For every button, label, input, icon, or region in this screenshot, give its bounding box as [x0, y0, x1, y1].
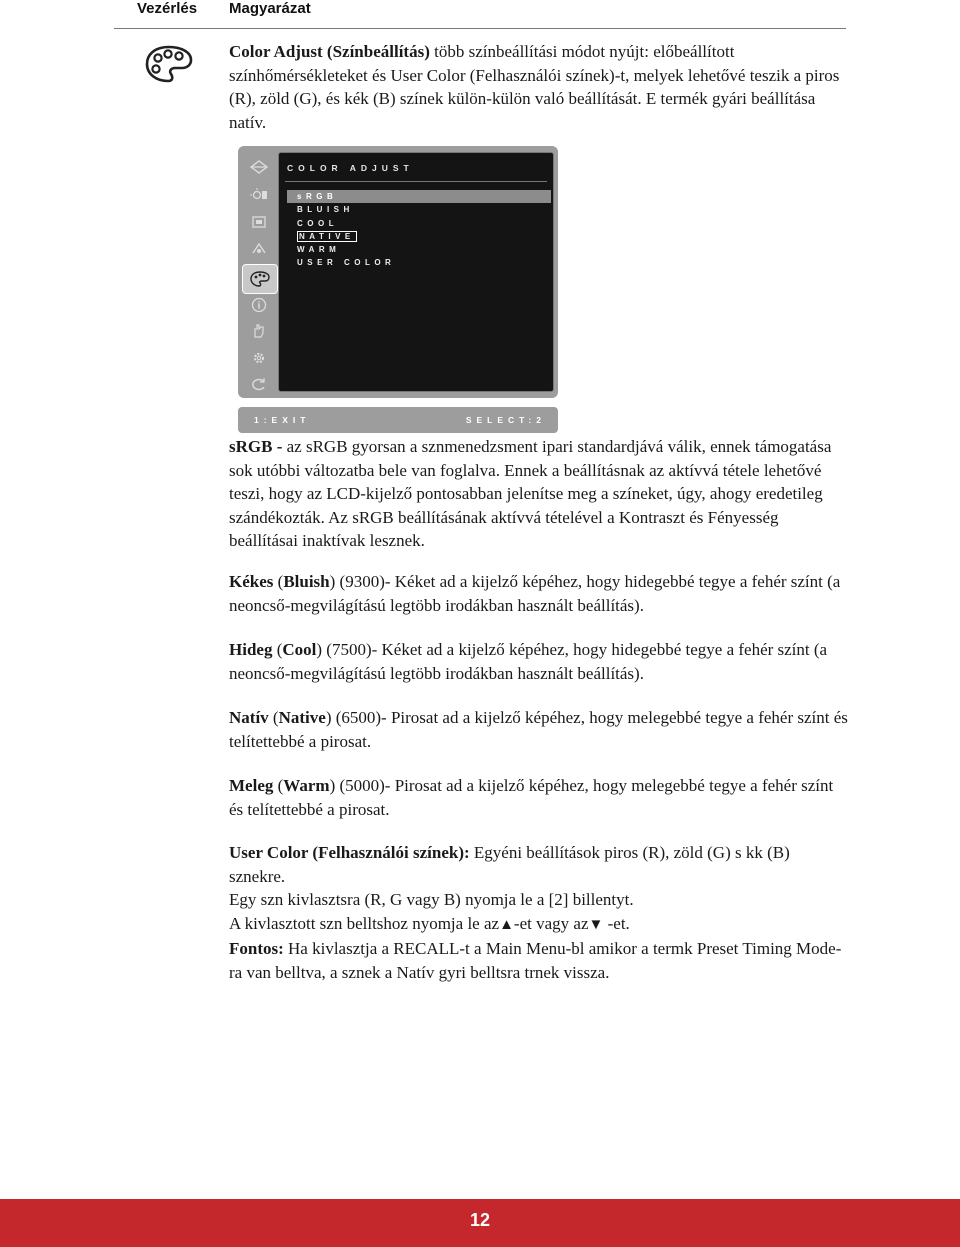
osd-panel — [278, 152, 554, 392]
osd-option-warm[interactable]: WARM — [297, 245, 341, 255]
user-color-line-2: Egy szn kivlasztsra (R, G vagy B) nyomja le a [2] billentyt. — [229, 890, 634, 909]
srgb-paragraph — [229, 435, 849, 553]
bluish-paragraph — [229, 570, 849, 617]
user-color-intro — [229, 841, 849, 888]
page-number: 12 — [469, 1210, 491, 1230]
bluish-title-en: Bluish — [283, 572, 330, 591]
intro-text: több színbeállítási módot nyújt: előbeállított színhőmérsékleteket és User Color (Felhasználói színek)-t, melyek lehetővé teszik a piros (R), zöld (G), és kék (B) színek külön-külön való beállítását. E termék gyári beállítása natív. — [229, 42, 840, 132]
intro-paragraph — [229, 40, 849, 134]
native-paren: ( — [268, 708, 279, 727]
important-text: Ha kivlasztja a RECALL-t a Main Menu-bl amikor a termk Preset Timing Mode-ra van belltva, a sznek a Natív gyri belltsra trnek vissza. — [229, 939, 842, 982]
cool-title: Hideg — [229, 640, 273, 659]
input-icon — [246, 156, 272, 178]
select-hint: SELECT:2 — [465, 415, 546, 425]
recall-icon — [246, 373, 272, 395]
header-divider — [114, 28, 846, 29]
user-color-text: Egyéni beállítások piros (R), zöld (G) s kk (B) sznekre. — [229, 843, 790, 886]
osd-option-bluish[interactable]: BLUISH — [297, 205, 354, 215]
cool-text: ) (7500)- Kéket ad a kijelző képéhez, hogy hidegebbé tegye a fehér színt (a neoncső-megvilágítású legtöbb irodákban használt beállítás). — [229, 640, 828, 683]
native-title-en: Native — [278, 708, 326, 727]
info-icon — [246, 294, 272, 316]
srgb-text: az sRGB gyorsan a sznmenedzsment ipari standardjává válik, ennek támogatása sok utóbbi változatba bele van foglalva. Ennek a beállításnak az aktívvá tétele lehetővé teszi, hogy az LCD-kijelző pontosabban jelenítse meg a színeket, úgy, ahogy eredetileg szándékozták. Az sRGB beállításának aktívvá tételével a Kontraszt és Fényesség beállításai inaktívak lesznek. — [229, 437, 832, 550]
cool-paren: ( — [272, 640, 283, 659]
warm-text: ) (5000)- Pirosat ad a kijelző képéhez, hogy melegebbé tegye a fehér színt és telítettebbé a pirosat. — [229, 776, 834, 819]
bluish-text: ) (9300)- Kéket ad a kijelző képéhez, hogy hidegebbé tegye a fehér színt (a neoncső-megvilágítású legtöbb irodákban használt beállítás). — [229, 572, 841, 615]
warm-paren: ( — [273, 776, 284, 795]
user-color-title: User Color (Felhasználói színek): — [229, 843, 470, 862]
page-header — [0, 0, 960, 30]
osd-option-native-label: NATIVE — [299, 231, 355, 241]
native-paragraph — [229, 706, 849, 753]
osd-option-list — [287, 190, 551, 270]
hand-icon — [246, 320, 272, 342]
palette-icon — [144, 44, 194, 84]
osd-title: COLOR ADJUST — [287, 163, 414, 173]
osd-menu-screenshot — [238, 146, 558, 398]
color-icon — [246, 238, 272, 260]
warm-title: Meleg — [229, 776, 274, 795]
svg-text:i: i — [257, 300, 261, 312]
srgb-title: sRGB - — [229, 437, 283, 456]
important-label: Fontos: — [229, 939, 284, 958]
column-header-description: Magyarázat — [229, 0, 311, 17]
osd-option-native[interactable] — [287, 230, 551, 243]
brightness-icon — [246, 184, 272, 206]
intro-title: Color Adjust (Színbeállítás) — [229, 42, 430, 61]
native-text: ) (6500)- Pirosat ad a kijelző képéhez, hogy melegebbé tegye a fehér színt és telítettebbé a pirosat. — [229, 708, 848, 751]
column-header-control: Vezérlés — [137, 0, 198, 17]
user-color-paragraph — [229, 841, 849, 984]
cool-title-en: Cool — [282, 640, 317, 659]
osd-option-user-color[interactable]: USER COLOR — [297, 258, 396, 268]
native-title: Natív — [229, 708, 269, 727]
warm-title-en: Warm — [283, 776, 330, 795]
important-note — [229, 937, 849, 984]
bluish-title: Kékes — [229, 572, 274, 591]
palette-icon-active — [242, 264, 278, 294]
memory-icon — [246, 211, 272, 233]
user-color-line-3a: A kivlasztott szn belltshoz nyomja le az — [229, 913, 500, 933]
osd-title-divider — [285, 181, 547, 182]
up-arrow-icon: ▲ — [499, 916, 514, 933]
bluish-paren: ( — [273, 572, 284, 591]
osd-key-hint-bar — [238, 407, 558, 433]
user-color-line-3c: -et. — [603, 913, 630, 933]
warm-paragraph — [229, 774, 849, 821]
osd-option-srgb[interactable]: sRGB — [287, 190, 551, 203]
gear-icon — [246, 347, 272, 369]
osd-option-cool[interactable]: COOL — [297, 218, 339, 228]
user-color-line-3b: -et vagy az — [513, 913, 589, 933]
user-color-line-3 — [229, 912, 849, 938]
page-footer — [0, 1199, 960, 1247]
cool-paragraph — [229, 638, 849, 685]
exit-hint: 1:EXIT — [254, 415, 311, 425]
down-arrow-icon: ▼ — [588, 916, 604, 933]
